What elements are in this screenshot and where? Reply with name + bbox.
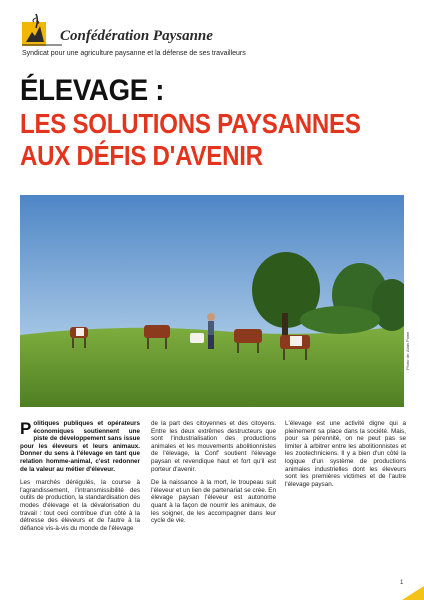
- photo-credit: Photo de: Alain Poirié: [405, 331, 410, 370]
- article-column-2: [151, 420, 276, 531]
- corner-decoration: [402, 586, 424, 600]
- article-paragraph-3: De la naissance à la mort, le troupeau suit l'éleveur et un lien de partenariat se crée. En élevage paysan l'éleveur est autonome quant à la façon de nourrir les animaux, de les soigner, de les accompagner dans leur cycle de vie.: [151, 479, 276, 525]
- article-lead: [20, 420, 140, 473]
- drop-cap: P: [20, 419, 32, 438]
- article-paragraph-2: de la part des citoyennes et des citoyens. Entre les deux extrêmes destructeurs que sont l'industrialisation des productions animales et les mouvements abolitionnistes de l'élevage, la Conf' soutient l'élevage paysan et revendique haut et fort qu'il est porteur d'avenir.: [151, 420, 276, 473]
- article-column-3: [285, 420, 406, 494]
- organization-tagline: Syndicat pour une agriculture paysanne et la défense de ses travailleurs: [22, 50, 246, 57]
- article-paragraph-4: L'élevage est une activité digne qui a pleinement sa place dans la société. Mais, pour sa pérennité, on ne peut pas se limiter à arbitrer entre les abolitionnistes et les zootechniciens. Il y a bien d'un côté la logique d'un système de productions animales industrielles dont les éleveurs sont les premières victimes et de l'autre l'élevage paysan.: [285, 420, 406, 488]
- article-lead-text: olitiques publiques et opérateurs économiques soutiennent une piste de développement sans issue pour les éleveurs et leurs animaux. Donner du sens à l'élevage en tant que relation homme-animal, c'est redonner de la valeur au métier d'éleveur.: [20, 420, 140, 473]
- headline-line-1: ÉLEVAGE :: [20, 74, 165, 107]
- headline-line-2: LES SOLUTIONS PAYSANNES: [20, 108, 361, 139]
- headline-line-3: AUX DÉFIS D'AVENIR: [20, 140, 263, 171]
- page-number: 1: [400, 580, 404, 586]
- article-paragraph-1: Les marchés dérégulés, la course à l'agrandissement, l'intransmissibilité des outils de production, la standardisation des modes d'élevage et la dévalorisation du travail : tout ceci contribue d'un côté à la détresse des éleveurs et de l'autre à la défiance vis-à-vis du monde de l'élevage: [20, 479, 140, 532]
- pasture-cattle-photo: [20, 195, 404, 407]
- confederation-logo: [22, 12, 62, 46]
- organization-name: Confédération Paysanne: [60, 28, 213, 44]
- article-column-1: [20, 420, 140, 538]
